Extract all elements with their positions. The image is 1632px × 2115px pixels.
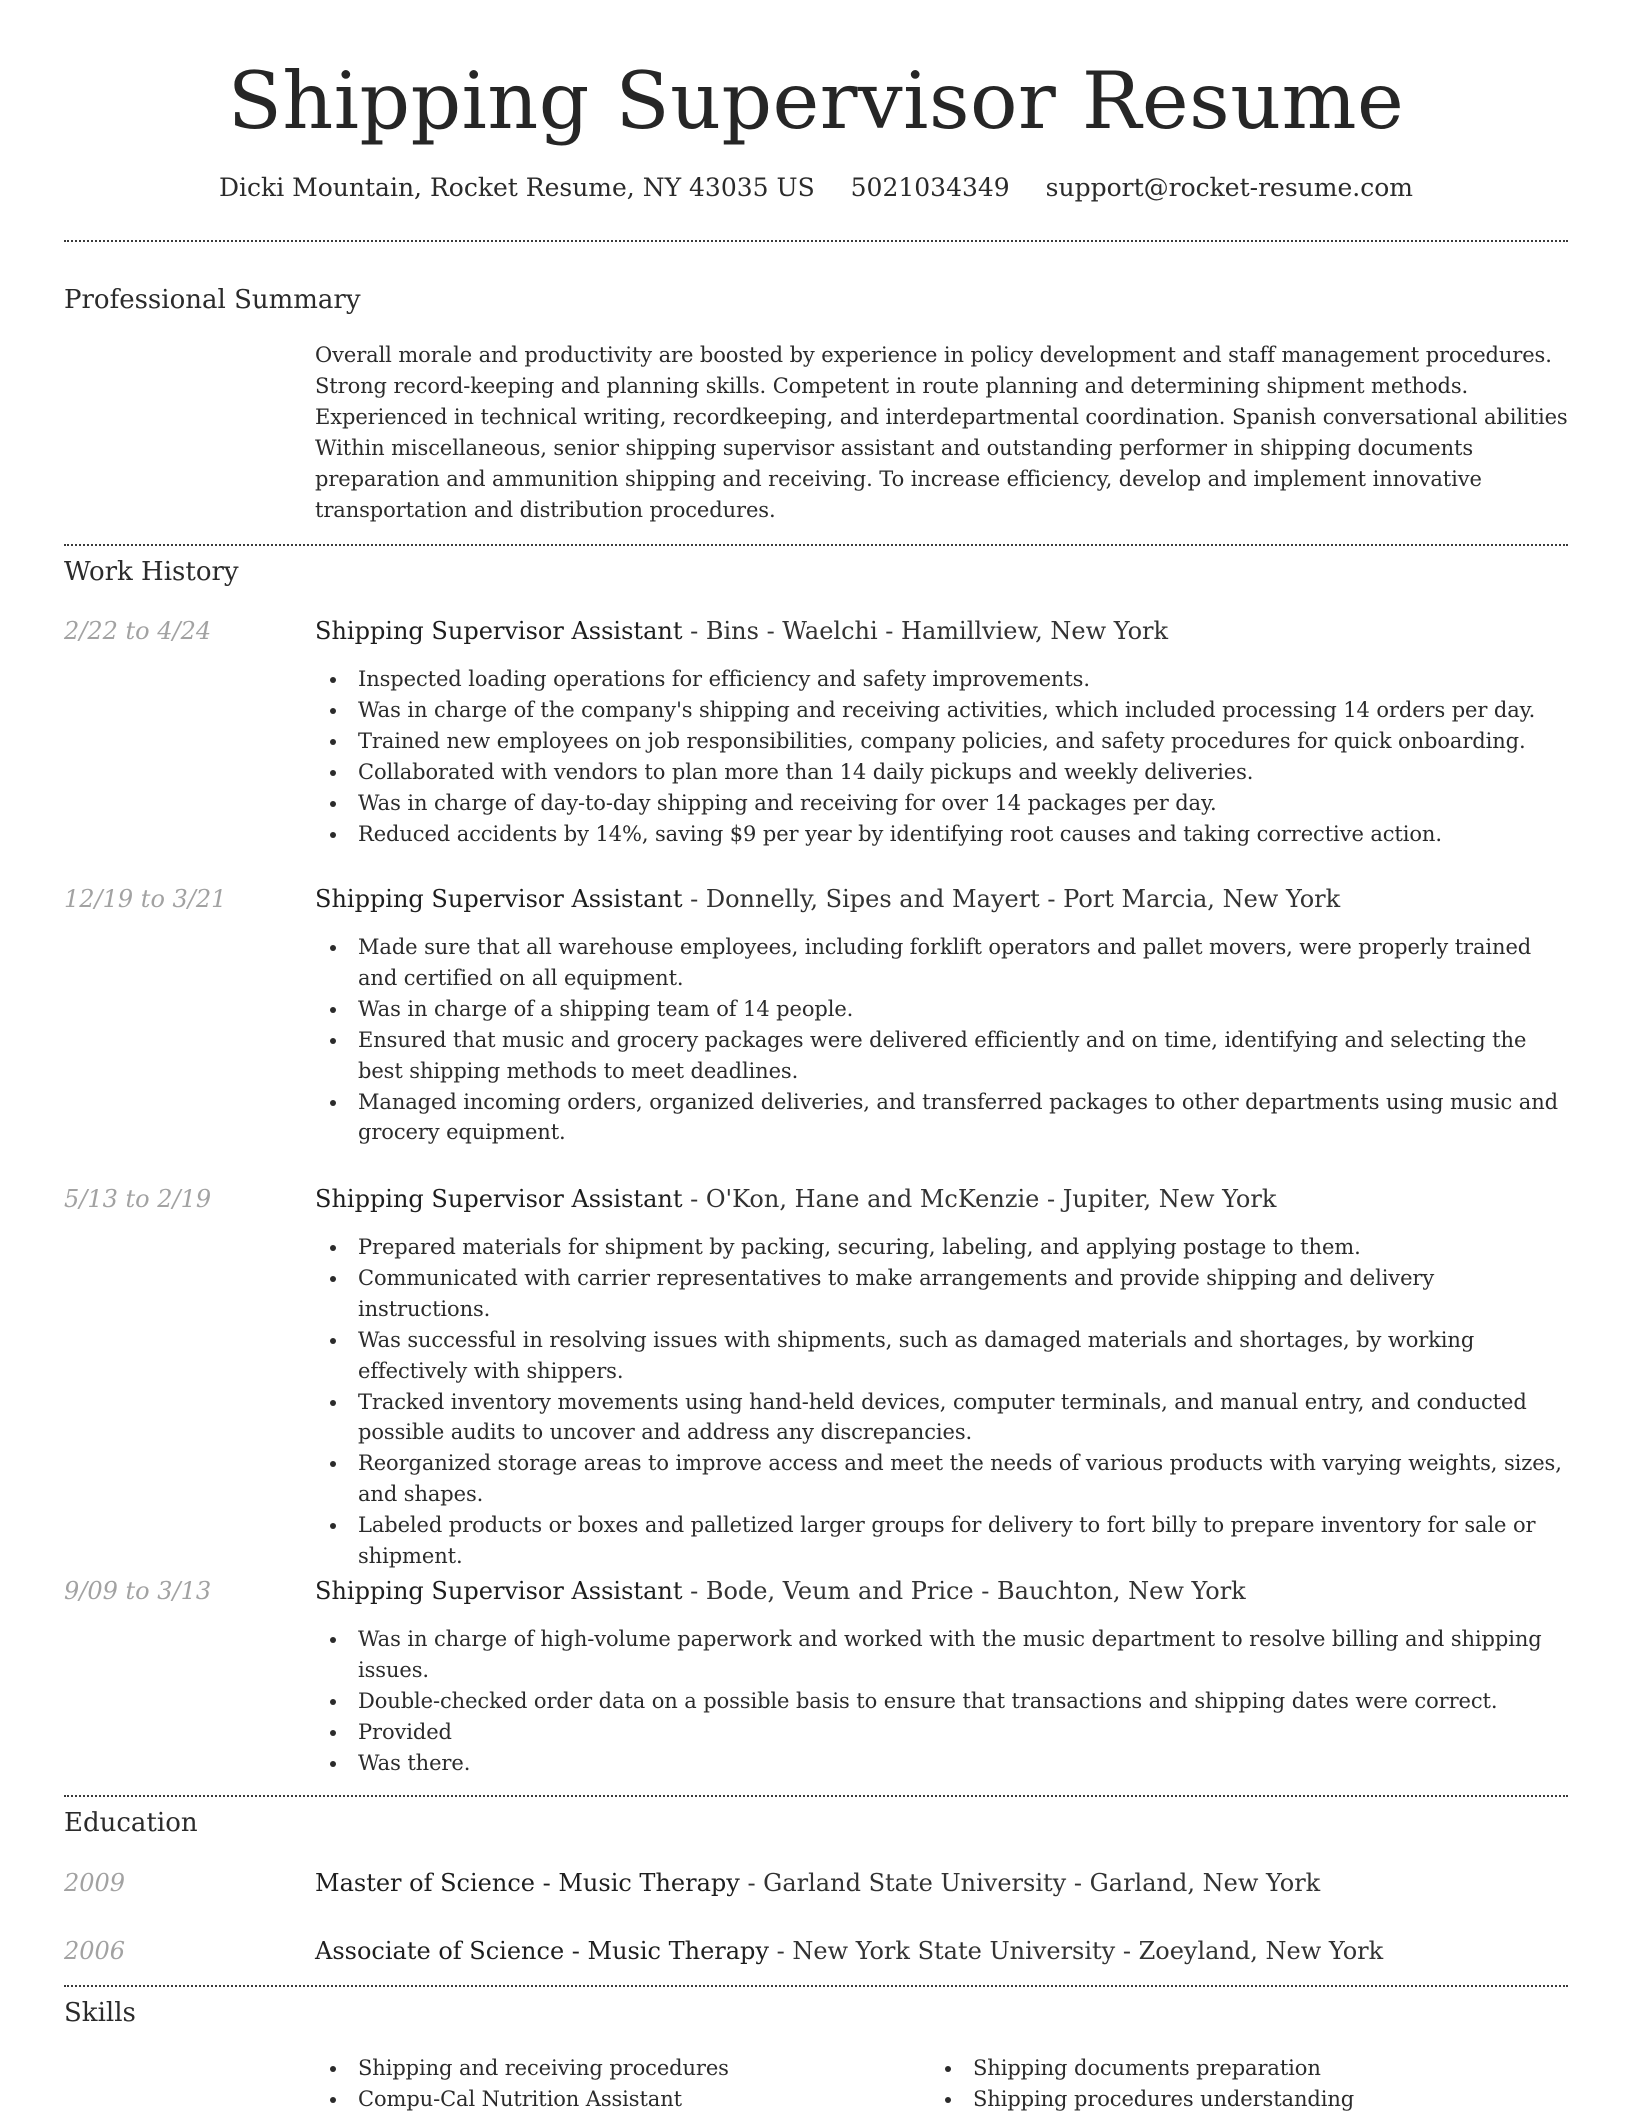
skill-item: Shipping documents preparation xyxy=(930,2053,1632,2084)
list-item: Was there. xyxy=(315,1748,1568,1779)
skill-item: Compu-Cal Nutrition Assistant xyxy=(315,2084,1568,2115)
list-item: Reorganized storage areas to improve access and meet the needs of various products with varying weights, sizes, and shapes. xyxy=(315,1448,1568,1510)
job-dates: 12/19 to 3/21 xyxy=(64,885,227,913)
education-entry xyxy=(315,1934,1383,1968)
education-degree: Associate of Science - Music Therapy xyxy=(315,1937,769,1965)
job-employer: - O'Kon, Hane and McKenzie - Jupiter, New York xyxy=(682,1185,1277,1213)
job-employer: - Donnelly, Sipes and Mayert - Port Marcia, New York xyxy=(682,885,1341,913)
skill-item: Shipping procedures understanding xyxy=(930,2084,1632,2115)
job-role: Shipping Supervisor Assistant xyxy=(315,1185,683,1213)
list-item: Was in charge of a shipping team of 14 people. xyxy=(315,994,1568,1025)
education-entry xyxy=(315,1866,1320,1900)
job-bullets xyxy=(315,932,1568,1148)
list-item: Double-checked order data on a possible basis to ensure that transactions and shipping dates were correct. xyxy=(315,1686,1568,1717)
list-item: Was in charge of high-volume paperwork and worked with the music department to resolve billing and shipping issues. xyxy=(315,1624,1568,1686)
list-item: Tracked inventory movements using hand-held devices, computer terminals, and manual entry, and conducted possible audits to uncover and address any discrepancies. xyxy=(315,1387,1568,1449)
job-title xyxy=(315,882,1340,916)
list-item: Provided xyxy=(315,1717,1568,1748)
education-degree: Master of Science - Music Therapy xyxy=(315,1869,740,1897)
list-item: Managed incoming orders, organized deliveries, and transferred packages to other departments using music and grocery equipment. xyxy=(315,1087,1568,1149)
skill-item: Shipping and receiving procedures xyxy=(315,2053,1568,2084)
work-history-heading: Work History xyxy=(64,557,239,587)
list-item: Reduced accidents by 14%, saving $9 per year by identifying root causes and taking corrective action. xyxy=(315,819,1568,850)
job-title xyxy=(315,1574,1246,1608)
list-item: Communicated with carrier representatives to make arrangements and provide shipping and delivery instructions. xyxy=(315,1263,1568,1325)
list-item: Labeled products or boxes and palletized larger groups for delivery to fort billy to prepare inventory for sale or shipment. xyxy=(315,1510,1568,1572)
job-dates: 5/13 to 2/19 xyxy=(64,1185,212,1213)
education-school: - Garland State University - Garland, New York xyxy=(739,1869,1321,1897)
page-title: Shipping Supervisor Resume xyxy=(227,55,1405,147)
education-year: 2006 xyxy=(64,1937,126,1965)
contact-address: Dicki Mountain, Rocket Resume, NY 43035 US xyxy=(219,173,815,202)
list-item: Trained new employees on job responsibilities, company policies, and safety procedures for quick onboarding. xyxy=(315,726,1568,757)
header-divider xyxy=(64,240,1568,242)
list-item: Prepared materials for shipment by packing, securing, labeling, and applying postage to them. xyxy=(315,1232,1568,1263)
education-year: 2009 xyxy=(64,1869,126,1897)
list-item: Made sure that all warehouse employees, including forklift operators and pallet movers, were properly trained and certified on all equipment. xyxy=(315,932,1568,994)
job-bullets xyxy=(315,664,1568,849)
work-divider xyxy=(64,1795,1568,1797)
summary-heading: Professional Summary xyxy=(64,285,361,315)
job-employer: - Bode, Veum and Price - Bauchton, New York xyxy=(682,1577,1246,1605)
skills-heading: Skills xyxy=(64,1998,136,2028)
skills-list-right xyxy=(930,2053,1632,2115)
job-bullets xyxy=(315,1624,1568,1779)
job-dates: 2/22 to 4/24 xyxy=(64,617,212,645)
education-school: - New York State University - Zoeyland, New York xyxy=(768,1937,1384,1965)
job-employer: - Bins - Waelchi - Hamillview, New York xyxy=(682,617,1169,645)
job-role: Shipping Supervisor Assistant xyxy=(315,1577,683,1605)
job-bullets xyxy=(315,1232,1568,1572)
list-item: Was in charge of day-to-day shipping and receiving for over 14 packages per day. xyxy=(315,788,1568,819)
job-title xyxy=(315,1182,1276,1216)
contact-line xyxy=(0,171,1632,205)
list-item: Ensured that music and grocery packages were delivered efficiently and on time, identifying and selecting the best shipping methods to meet deadlines. xyxy=(315,1025,1568,1087)
job-title xyxy=(315,614,1168,648)
job-dates: 9/09 to 3/13 xyxy=(64,1577,212,1605)
education-divider xyxy=(64,1985,1568,1987)
list-item: Collaborated with vendors to plan more than 14 daily pickups and weekly deliveries. xyxy=(315,757,1568,788)
list-item: Inspected loading operations for efficiency and safety improvements. xyxy=(315,664,1568,695)
list-item: Was in charge of the company's shipping and receiving activities, which included processing 14 orders per day. xyxy=(315,695,1568,726)
contact-email: support@rocket-resume.com xyxy=(1045,173,1413,202)
job-role: Shipping Supervisor Assistant xyxy=(315,885,683,913)
job-role: Shipping Supervisor Assistant xyxy=(315,617,683,645)
summary-text: Overall morale and productivity are boosted by experience in policy development and staff management procedures. Strong record-keeping and planning skills. Competent in route planning and determining shipment methods. Experienced in technical writing, recordkeeping, and interdepartmental coordination. Spanish conversational abilities Within miscellaneous, senior shipping supervisor assistant and outstanding performer in shipping documents preparation and ammunition shipping and receiving. To increase efficiency, develop and implement innovative transportation and distribution procedures. xyxy=(315,343,1568,522)
summary-divider xyxy=(64,544,1568,546)
contact-phone: 5021034349 xyxy=(850,173,1010,202)
list-item: Was successful in resolving issues with shipments, such as damaged materials and shortages, by working effectively with shippers. xyxy=(315,1325,1568,1387)
education-heading: Education xyxy=(64,1808,198,1838)
